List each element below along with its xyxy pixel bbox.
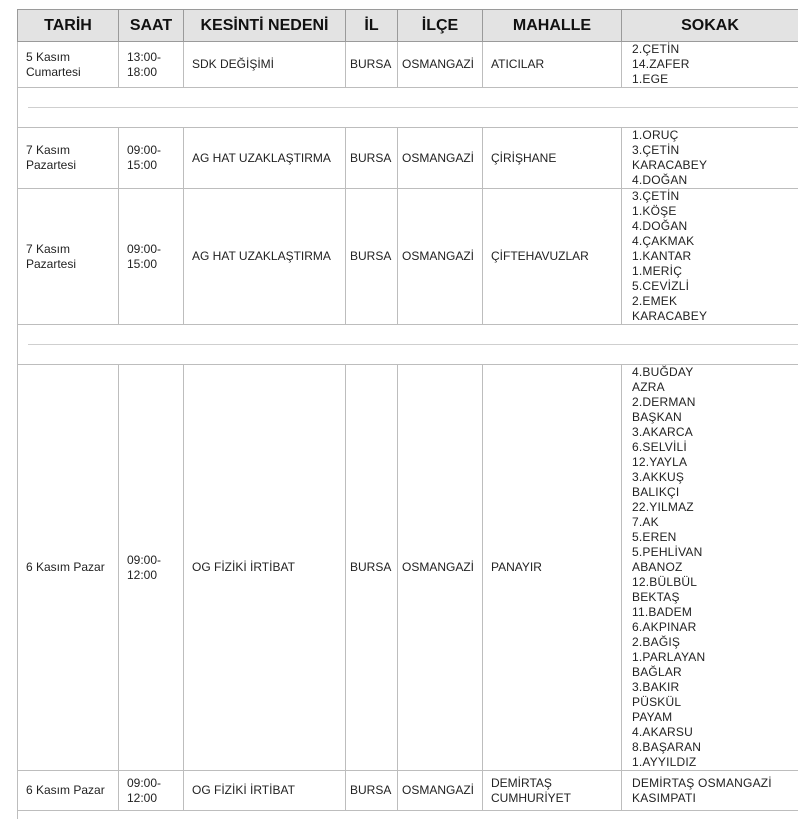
cell-sokak <box>622 771 798 811</box>
street-name: 6.SELVİLİ <box>632 440 687 454</box>
cell-saat: 09:00-12:00 <box>119 771 184 811</box>
cell-mahalle: ÇİRİŞHANE <box>483 128 622 189</box>
street-name: 14.ZAFER <box>632 57 690 71</box>
cell-saat: 09:00-15:00 <box>119 189 184 325</box>
table-row <box>18 771 798 811</box>
street-name: 5.CEVİZLİ <box>632 279 690 293</box>
header-tarih: TARİH <box>18 10 119 42</box>
spacer-row <box>18 811 798 820</box>
cell-tarih: 6 Kasım Pazar <box>18 771 119 811</box>
cell-neden: OG FİZİKİ İRTİBAT <box>184 365 346 771</box>
cell-il: BURSA <box>346 365 398 771</box>
table-row <box>18 365 798 771</box>
cell-saat: 13:00-18:00 <box>119 42 184 88</box>
street-name: BEKTAŞ <box>632 590 680 604</box>
cell-saat: 09:00-12:00 <box>119 365 184 771</box>
street-name: KARACABEY <box>632 158 708 172</box>
cell-tarih: 6 Kasım Pazar <box>18 365 119 771</box>
street-name: ABANOZ <box>632 560 683 574</box>
table-row <box>18 42 798 88</box>
header-saat: SAAT <box>119 10 184 42</box>
cell-ilce: OSMANGAZİ <box>398 771 483 811</box>
cell-tarih: 5 Kasım Cumartesi <box>18 42 119 88</box>
cell-il: BURSA <box>346 771 398 811</box>
street-name: 4.BUĞDAY <box>632 365 694 379</box>
street-name: 2.DERMAN <box>632 395 696 409</box>
header-kesinti-nedeni: KESİNTİ NEDENİ <box>184 10 346 42</box>
cell-tarih: 7 Kasım Pazartesi <box>18 189 119 325</box>
spacer-row <box>18 325 798 365</box>
street-name: 12.YAYLA <box>632 455 688 469</box>
cell-il: BURSA <box>346 189 398 325</box>
street-name: PÜSKÜL <box>632 695 682 709</box>
street-name: 1.MERİÇ <box>632 264 683 278</box>
cell-ilce: OSMANGAZİ <box>398 42 483 88</box>
street-name: 4.ÇAKMAK <box>632 234 695 248</box>
street-name: 22.YILMAZ <box>632 500 694 514</box>
cell-neden: SDK DEĞİŞİMİ <box>184 42 346 88</box>
street-name: 1.ORUÇ <box>632 128 679 142</box>
header-mahalle: MAHALLE <box>483 10 622 42</box>
cell-ilce: OSMANGAZİ <box>398 189 483 325</box>
cell-ilce: OSMANGAZİ <box>398 365 483 771</box>
cell-neden: AG HAT UZAKLAŞTIRMA <box>184 189 346 325</box>
street-name: 4.AKARSU <box>632 725 693 739</box>
street-name: AZRA <box>632 380 665 394</box>
table-row <box>18 189 798 325</box>
cell-il: BURSA <box>346 42 398 88</box>
street-name: 4.DOĞAN <box>632 219 688 233</box>
street-name: BAŞKAN <box>632 410 682 424</box>
street-name: 4.DOĞAN <box>632 173 688 187</box>
cell-neden: OG FİZİKİ İRTİBAT <box>184 771 346 811</box>
street-name: 6.AKPINAR <box>632 620 697 634</box>
street-name: 3.AKKUŞ <box>632 470 685 484</box>
street-name: 5.EREN <box>632 530 677 544</box>
header-il: İL <box>346 10 398 42</box>
cell-mahalle: ÇİFTEHAVUZLAR <box>483 189 622 325</box>
street-name: 2.BAĞIŞ <box>632 635 681 649</box>
spacer-row <box>18 88 798 128</box>
street-name: 1.AYYILDIZ <box>632 755 697 769</box>
header-row <box>18 10 798 42</box>
cell-sokak <box>622 128 798 189</box>
header-sokak: SOKAK <box>622 10 798 42</box>
street-name: PAYAM <box>632 710 673 724</box>
cell-mahalle: ATICILAR <box>483 42 622 88</box>
cell-sokak <box>622 42 798 88</box>
street-name: 12.BÜLBÜL <box>632 575 698 589</box>
street-name: 1.EGE <box>632 72 669 86</box>
cell-mahalle: PANAYIR <box>483 365 622 771</box>
cell-mahalle: DEMİRTAŞ CUMHURİYET <box>483 771 622 811</box>
street-name: 2.ÇETİN <box>632 42 680 56</box>
cell-saat: 09:00-15:00 <box>119 128 184 189</box>
cell-sokak <box>622 189 798 325</box>
street-name: BAĞLAR <box>632 665 682 679</box>
street-name: 3.BAKIR <box>632 680 680 694</box>
street-name: 5.PEHLİVAN <box>632 545 703 559</box>
street-name: 11.BADEM <box>632 605 693 619</box>
cell-il: BURSA <box>346 128 398 189</box>
cell-tarih: 7 Kasım Pazartesi <box>18 128 119 189</box>
header-ilce: İLÇE <box>398 10 483 42</box>
cell-neden: AG HAT UZAKLAŞTIRMA <box>184 128 346 189</box>
street-name: 3.ÇETİN <box>632 189 680 203</box>
street-name: 1.KANTAR <box>632 249 692 263</box>
street-name: 2.EMEK <box>632 294 678 308</box>
table-row <box>18 128 798 189</box>
street-name: DEMİRTAŞ OSMANGAZİ <box>632 775 772 790</box>
street-name: KASIMPATI <box>632 790 697 805</box>
cell-ilce: OSMANGAZİ <box>398 128 483 189</box>
street-name: 7.AK <box>632 515 659 529</box>
street-name: 3.ÇETİN <box>632 143 680 157</box>
street-name: 3.AKARCA <box>632 425 693 439</box>
street-name: BALIKÇI <box>632 485 680 499</box>
street-name: KARACABEY <box>632 309 708 323</box>
outage-table <box>17 9 798 819</box>
cell-sokak <box>622 365 798 771</box>
street-name: 8.BAŞARAN <box>632 740 702 754</box>
street-name: 1.PARLAYAN <box>632 650 706 664</box>
street-name: 1.KÖŞE <box>632 204 677 218</box>
